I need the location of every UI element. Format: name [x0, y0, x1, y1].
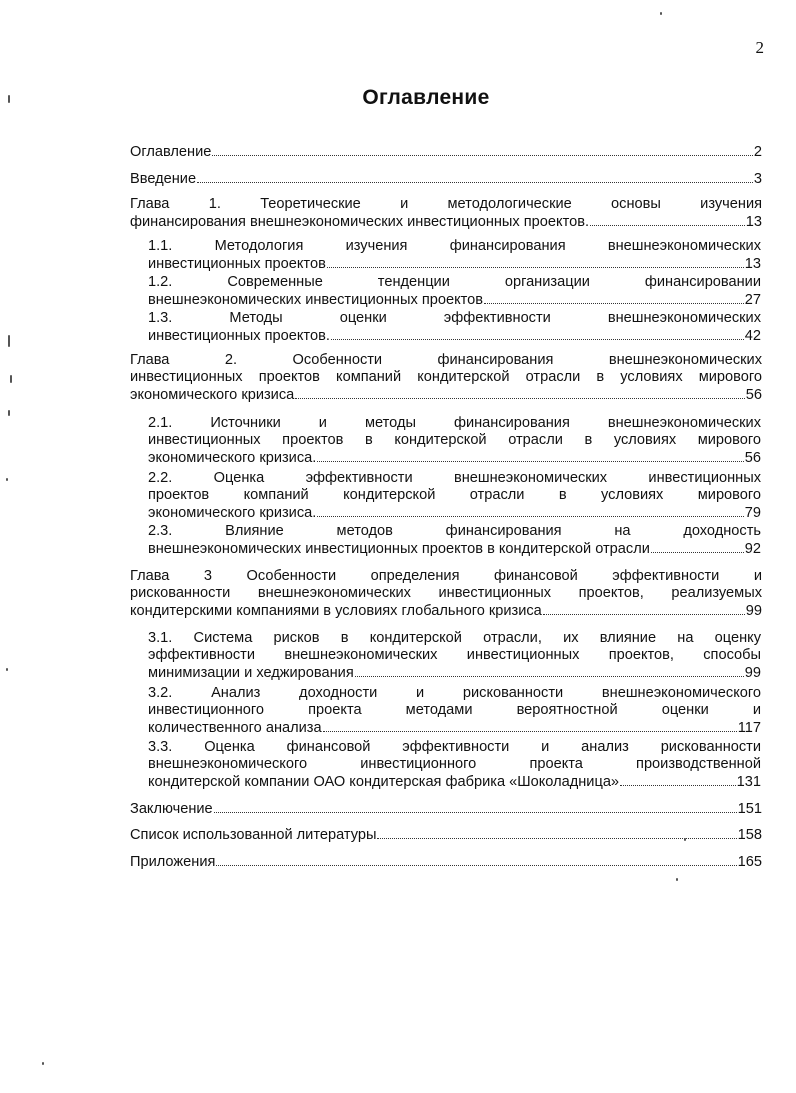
- toc-page-number: 158: [737, 827, 762, 843]
- toc-entry[interactable]: [148, 685, 761, 737]
- toc-leader-dots: [543, 602, 745, 615]
- toc-entry-lastline: [130, 826, 762, 844]
- toc-entry-line: внешнеэкономического инвестиционного проекта производственной: [148, 756, 761, 772]
- toc-entry-line: 3.2. Анализ доходности и рискованности внешнеэкономического: [148, 685, 761, 701]
- toc-page-number: 131: [736, 774, 761, 790]
- toc-entry-lastline: [130, 143, 762, 161]
- toc-entry-line: рискованности внешнеэкономических инвестиционных проектов, реализуемых: [130, 585, 762, 601]
- toc-leader-dots: [327, 255, 744, 268]
- toc-leader-dots: [317, 449, 743, 462]
- toc-entry-title: инвестиционных проектов: [148, 256, 326, 272]
- toc-entry[interactable]: [130, 826, 762, 844]
- toc-entry-lastline: [148, 773, 761, 791]
- toc-page-number: 56: [744, 450, 761, 466]
- toc-entry-title: минимизации и хеджирования: [148, 665, 354, 681]
- toc-leader-dots: [323, 719, 737, 732]
- toc-entry-lastline: [148, 719, 761, 737]
- toc-entry[interactable]: [148, 630, 761, 682]
- toc-entry-line: инвестиционных проектов компаний кондитерской отрасли в условиях мирового: [130, 369, 762, 385]
- toc-entry-lastline: [130, 853, 762, 871]
- toc-entry-title: кондитерской компании ОАО кондитерская фабрика «Шоколадница»: [148, 774, 620, 790]
- toc-page-number: 165: [737, 854, 762, 870]
- toc-page-number: 2: [753, 144, 762, 160]
- scan-speck: [6, 478, 8, 481]
- scan-speck: [42, 1062, 44, 1065]
- toc-page-number: 42: [744, 328, 761, 344]
- toc-entry-title: инвестиционных проектов.: [148, 328, 330, 344]
- toc-entry-line: 1.3. Методы оценки эффективности внешнеэкономических: [148, 310, 761, 326]
- toc-entry-lastline: [148, 449, 761, 467]
- toc-entry-lastline: [148, 540, 761, 558]
- toc-entry[interactable]: [148, 310, 761, 345]
- toc-page-number: 27: [744, 292, 761, 308]
- toc-entry-lastline: [148, 255, 761, 273]
- scan-speck: [660, 12, 662, 15]
- toc-entry-title: Оглавление: [130, 144, 212, 160]
- toc-page-number: 3: [753, 171, 762, 187]
- scan-speck: [8, 335, 10, 347]
- scan-speck: [676, 878, 678, 881]
- toc-page-number: 13: [745, 214, 762, 230]
- scan-speck: [684, 838, 686, 841]
- scan-speck: [8, 410, 10, 416]
- toc-leader-dots: [355, 664, 744, 677]
- toc-entry-line: эффективности внешнеэкономических инвестиционных проектов, способы: [148, 647, 761, 663]
- toc-page-number: 13: [744, 256, 761, 272]
- toc-leader-dots: [216, 853, 736, 866]
- toc-entry-title: финансирования внешнеэкономических инвестиционных проектов.: [130, 214, 590, 230]
- toc-entry-title: внешнеэкономических инвестиционных проектов: [148, 292, 484, 308]
- toc-entry-title: количественного анализа: [148, 720, 322, 736]
- toc-entry-title: экономического кризиса.: [148, 450, 317, 466]
- toc-entry-line: 2.2. Оценка эффективности внешнеэкономических инвестиционных: [148, 470, 761, 486]
- toc-page-number: 99: [745, 603, 762, 619]
- toc-leader-dots: [620, 773, 736, 786]
- toc-entry[interactable]: [148, 470, 761, 522]
- toc-page-number: 151: [737, 801, 762, 817]
- toc-entry-lastline: [130, 800, 762, 818]
- toc-entry[interactable]: [148, 523, 761, 558]
- toc-entry[interactable]: [148, 415, 761, 467]
- toc-entry-title: экономического кризиса: [130, 387, 295, 403]
- toc-entry[interactable]: [130, 170, 762, 188]
- toc-leader-dots: [197, 170, 753, 183]
- toc-page-number: 56: [745, 387, 762, 403]
- toc-entry-title: внешнеэкономических инвестиционных проектов в кондитерской отрасли: [148, 541, 650, 557]
- toc-entry-title: экономического кризиса.: [148, 505, 317, 521]
- toc-entry-line: 1.1. Методология изучения финансирования внешнеэкономических: [148, 238, 761, 254]
- toc-entry-line: Глава 1. Теоретические и методологические основы изучения: [130, 196, 762, 212]
- toc-entry-lastline: [148, 327, 761, 345]
- toc-entry[interactable]: [130, 143, 762, 161]
- toc-entry-line: 2.1. Источники и методы финансирования внешнеэкономических: [148, 415, 761, 431]
- toc-entry-line: проектов компаний кондитерской отрасли в условиях мирового: [148, 487, 761, 503]
- toc-entry-lastline: [148, 504, 761, 522]
- toc-entry[interactable]: [130, 853, 762, 871]
- page-number: 2: [755, 38, 764, 57]
- toc-entry-lastline: [130, 170, 762, 188]
- toc-entry-line: 3.3. Оценка финансовой эффективности и анализ рискованности: [148, 739, 761, 755]
- toc-leader-dots: [590, 213, 745, 226]
- toc-entry-title: кондитерскими компаниями в условиях глобального кризиса: [130, 603, 542, 619]
- toc-page-number: 92: [744, 541, 761, 557]
- toc-leader-dots: [214, 800, 737, 813]
- toc-leader-dots: [212, 143, 753, 156]
- toc-page-number: 79: [744, 505, 761, 521]
- toc-entry-title: Приложения: [130, 854, 216, 870]
- toc-entry-line: 2.3. Влияние методов финансирования на доходность: [148, 523, 761, 539]
- scan-speck: [10, 375, 12, 383]
- toc-entry[interactable]: [148, 274, 761, 309]
- toc-page-number: 99: [744, 665, 761, 681]
- toc-entry[interactable]: [148, 739, 761, 791]
- toc-entry-lastline: [130, 386, 762, 404]
- toc-entry[interactable]: [130, 196, 762, 231]
- toc-entry-line: Глава 3 Особенности определения финансовой эффективности и: [130, 568, 762, 584]
- toc-leader-dots: [377, 826, 736, 839]
- scan-speck: [8, 95, 10, 103]
- toc-entry-lastline: [130, 213, 762, 231]
- toc-entry[interactable]: [130, 800, 762, 818]
- toc-entry[interactable]: [148, 238, 761, 273]
- toc-page-number: 117: [737, 720, 761, 736]
- toc-entry-lastline: [148, 664, 761, 682]
- toc-entry-line: 3.1. Система рисков в кондитерской отрасли, их влияние на оценку: [148, 630, 761, 646]
- page-title: Оглавление: [362, 86, 490, 109]
- scan-speck: [6, 668, 8, 671]
- toc-entry-line: инвестиционных проектов в кондитерской отрасли в условиях мирового: [148, 432, 761, 448]
- toc-leader-dots: [651, 540, 744, 553]
- toc-entry-line: инвестиционного проекта методами вероятностной оценки и: [148, 702, 761, 718]
- toc-leader-dots: [317, 504, 743, 517]
- toc-entry-lastline: [148, 291, 761, 309]
- toc-entry-title: Введение: [130, 171, 197, 187]
- toc-leader-dots: [295, 386, 745, 399]
- toc-entry-line: 1.2. Современные тенденции организации финансировании: [148, 274, 761, 290]
- toc-entry[interactable]: [130, 352, 762, 404]
- toc-leader-dots: [484, 291, 744, 304]
- toc-entry-title: Заключение: [130, 801, 213, 817]
- toc-entry-title: Список использованной литературы: [130, 827, 377, 843]
- toc-leader-dots: [331, 327, 744, 340]
- toc-entry-line: Глава 2. Особенности финансирования внешнеэкономических: [130, 352, 762, 368]
- toc-entry[interactable]: [130, 568, 762, 620]
- toc-entry-lastline: [130, 602, 762, 620]
